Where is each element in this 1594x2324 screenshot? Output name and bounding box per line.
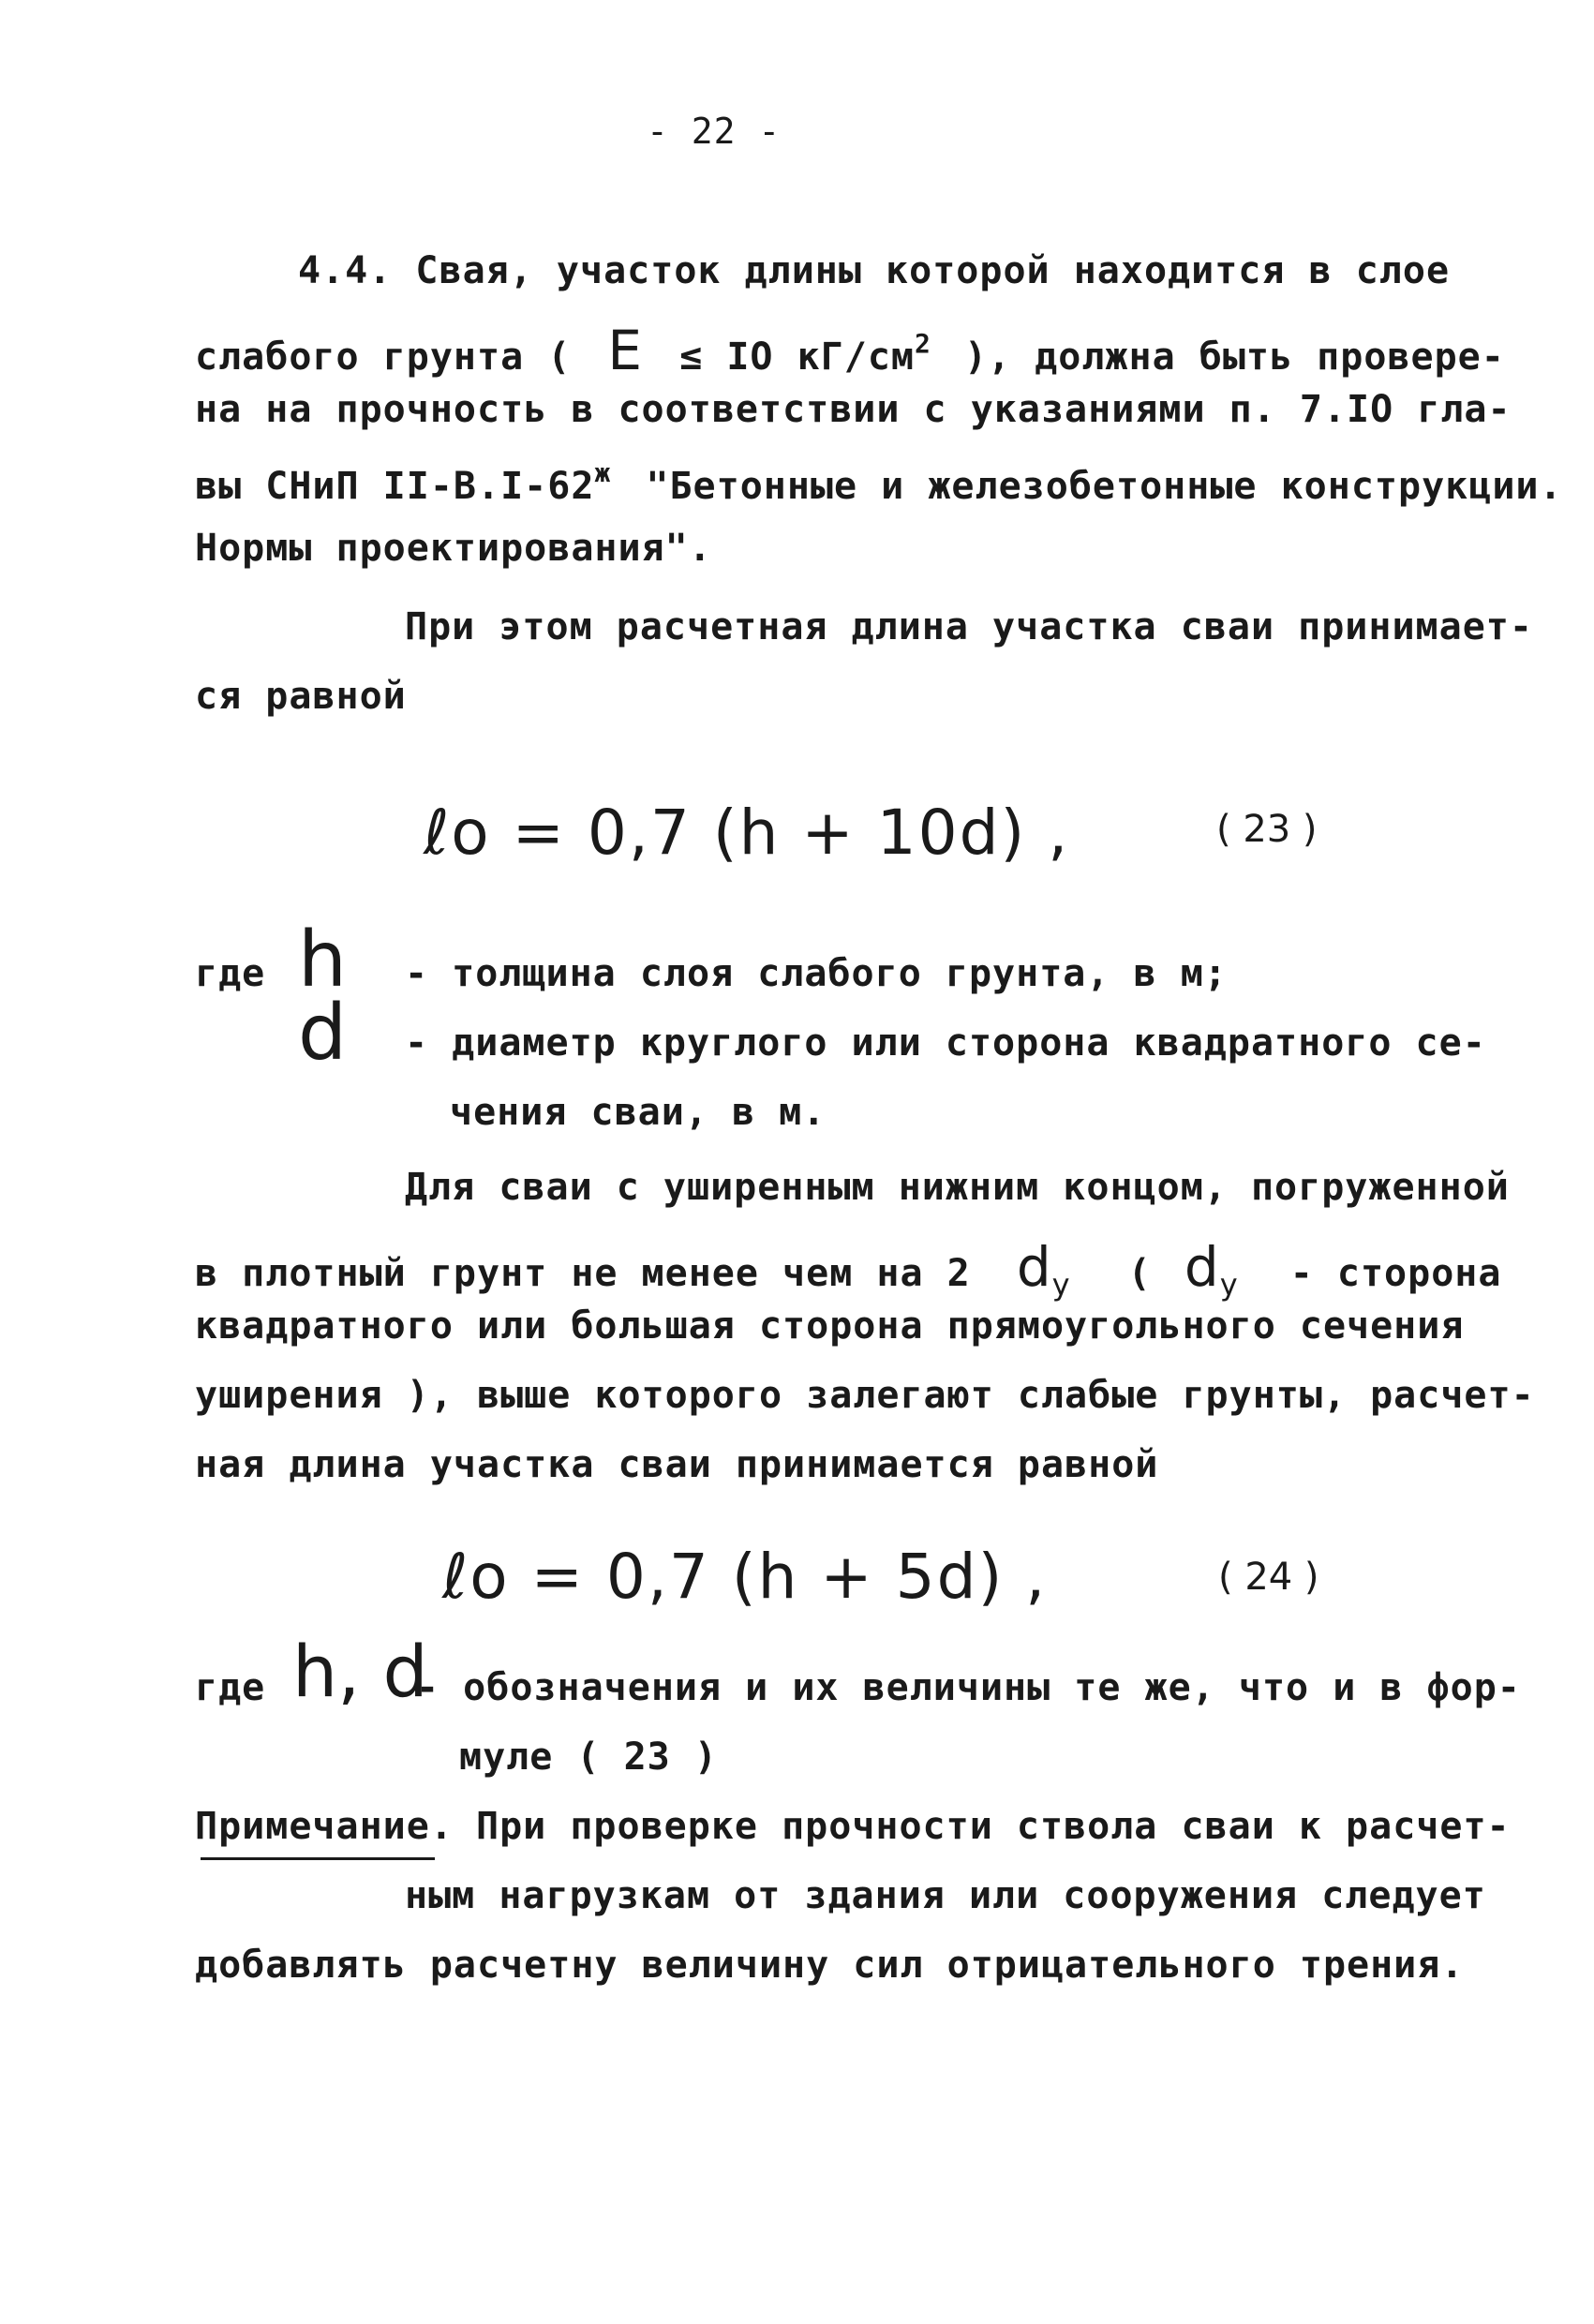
formula-24-number: ( 24 ): [1218, 1556, 1319, 1599]
text-segment: ≤ IO кГ/см: [679, 335, 915, 379]
symbol-h: h: [298, 916, 347, 1005]
note-line-3: добавлять расчетну величину сил отрицательного трения.: [195, 1944, 1465, 1987]
text-segment: "Бетонные и железобетонные конструкции.: [646, 465, 1563, 508]
text-segment: в плотный грунт не менее чем на 2: [195, 1252, 971, 1295]
paragraph-widened-line-4: уширения ), выше которого залегают слабые грунты, расчет-: [195, 1374, 1535, 1417]
paragraph-calc-line-1: При этом расчетная длина участка сваи принимает-: [405, 605, 1533, 648]
formula-23-number: ( 23 ): [1216, 808, 1318, 851]
paragraph-4-4-line-4: [195, 457, 1563, 508]
formula-23: ℓo = 0,7 (h + 10d) ,: [424, 797, 1070, 869]
text-segment: слабого грунта (: [195, 335, 572, 379]
where-2-line-2: муле ( 23 ): [459, 1736, 718, 1779]
formula-24: ℓo = 0,7 (h + 5d) ,: [442, 1541, 1048, 1613]
text-segment: - сторона: [1289, 1252, 1502, 1295]
modulus-symbol-e: E: [607, 319, 644, 382]
where-2-line-1: - обозначения и их величины те же, что и в фор-: [416, 1666, 1521, 1709]
subscript: у: [1219, 1267, 1239, 1303]
symbol-dy-2: [1184, 1235, 1239, 1303]
note-label: Примечание.: [195, 1805, 454, 1848]
paragraph-widened-line-1: Для сваи с уширенным нижним концом, погруженной: [405, 1166, 1510, 1209]
note-line-2: ным нагрузкам от здания или сооружения следует: [405, 1874, 1486, 1917]
paragraph-4-4-line-3: на на прочность в соответствии с указаниями п. 7.IO гла-: [195, 388, 1512, 431]
paragraph-4-4-line-5: Нормы проектирования".: [195, 527, 712, 570]
symbol-dy-1: [1016, 1235, 1071, 1303]
symbol-d: d: [298, 989, 348, 1078]
page-number: - 22 -: [647, 111, 782, 152]
paragraph-widened-line-2: [195, 1235, 1501, 1303]
subscript: у: [1051, 1267, 1071, 1303]
text-segment: вы СНиП II-В.I-62: [195, 465, 595, 508]
paragraph-widened-line-5: ная длина участка сваи принимается равной: [195, 1443, 1159, 1486]
definition-h: - толщина слоя слабого грунта, в м;: [405, 952, 1228, 995]
note-label-underline: [201, 1857, 435, 1860]
superscript: ж: [594, 457, 612, 488]
paragraph-4-4-line-2: [195, 319, 1505, 382]
symbols-h-d: h, d: [292, 1630, 428, 1713]
where-label-2: где: [195, 1666, 266, 1709]
superscript: 2: [914, 328, 931, 359]
symbol-d: d: [1184, 1235, 1220, 1299]
paragraph-calc-line-2: ся равной: [195, 675, 407, 718]
note-line-1: При проверке прочности ствола сваи к расчет-: [476, 1805, 1511, 1848]
paragraph-widened-line-3: квадратного или большая сторона прямоугольного сечения: [195, 1304, 1465, 1348]
paragraph-4-4-line-1: 4.4. Свая, участок длины которой находится в слое: [298, 249, 1451, 292]
where-label-1: где: [195, 952, 266, 995]
text-segment: (: [1127, 1252, 1152, 1295]
definition-d-line-2: чения сваи, в м.: [450, 1091, 827, 1134]
text-segment: ), должна быть провере-: [963, 335, 1505, 379]
definition-d-line-1: - диаметр круглого или сторона квадратного се-: [405, 1021, 1486, 1065]
symbol-d: d: [1016, 1235, 1052, 1299]
